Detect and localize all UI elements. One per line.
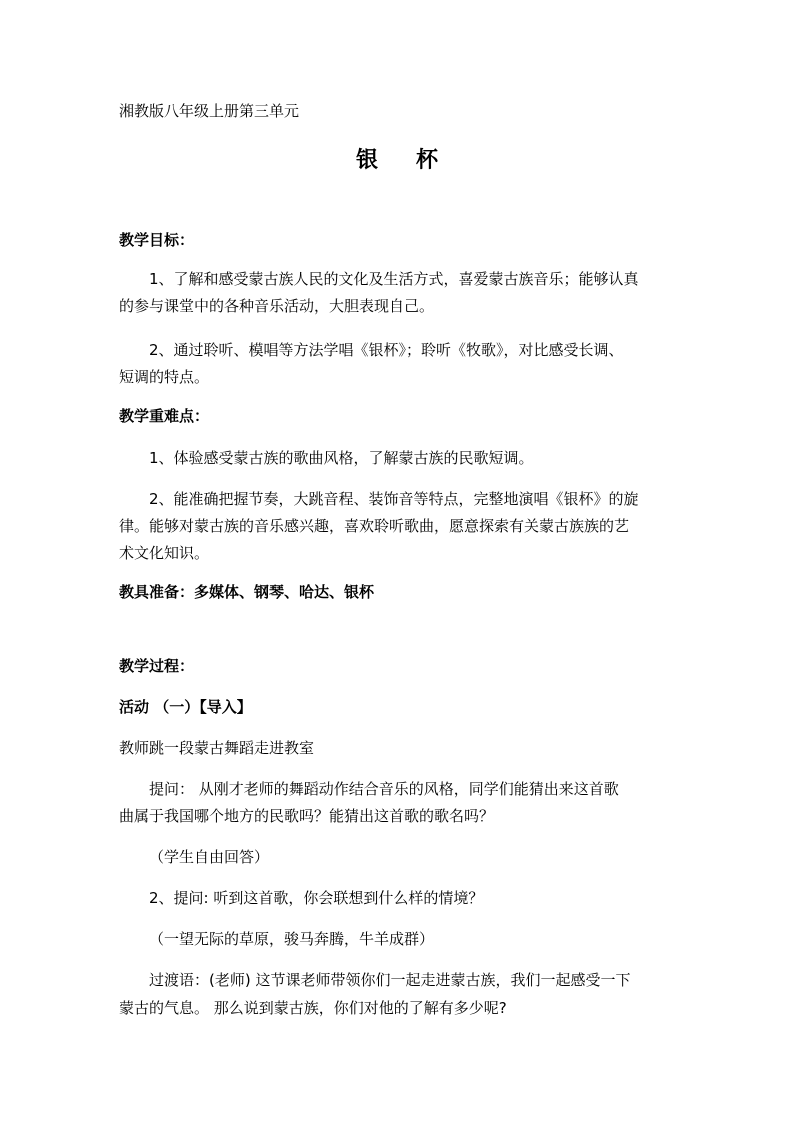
- lesson-title: [0, 146, 794, 176]
- activity-1-heading: 活动 （一）【导入】: [119, 698, 252, 716]
- question-1-line-1: 提问： 从刚才老师的舞蹈动作结合音乐的风格，同学们能猜出来这首歌: [149, 780, 619, 798]
- title-char-2: 杯: [416, 148, 439, 173]
- key-point-2-line-2: 律。能够对蒙古族的音乐感兴趣，喜欢聆听歌曲，愿意探索有关蒙古族族的艺: [119, 517, 630, 535]
- transition-line-1: 过渡语：(老师) 这节课老师带领你们一起走进蒙古族，我们一起感受一下: [149, 971, 631, 989]
- question-1-line-2: 曲属于我国哪个地方的民歌吗？能猜出这首歌的歌名吗？: [119, 807, 495, 825]
- title-char-1: 银: [355, 148, 378, 173]
- intro-line: 教师跳一段蒙古舞蹈走进教室: [119, 739, 315, 757]
- key-points-heading: 教学重难点：: [119, 407, 210, 425]
- materials-line: 教具准备：多媒体、钢琴、哈达、银杯: [119, 583, 375, 601]
- key-point-2-line-3: 术文化知识。: [119, 544, 210, 562]
- key-point-1: 1、体验感受蒙古族的歌曲风格，了解蒙古族的民歌短调。: [149, 449, 534, 467]
- objective-1-line-2: 的参与课堂中的各种音乐活动，大胆表现自己。: [119, 297, 435, 315]
- objective-2-line-1: 2、通过聆听、模唱等方法学唱《银杯》；聆听《牧歌》，对比感受长调、: [149, 341, 624, 359]
- objectives-heading: 教学目标：: [119, 231, 195, 249]
- question-2: 2、提问: 听到这首歌，你会联想到什么样的情境？: [149, 889, 484, 907]
- process-heading: 教学过程：: [119, 657, 195, 675]
- transition-line-2: 蒙古的气息。 那么说到蒙古族，你们对他的了解有多少呢?: [119, 999, 507, 1017]
- objective-2-line-2: 短调的特点。: [119, 368, 210, 386]
- answer-1: （学生自由回答）: [149, 848, 270, 866]
- unit-header: 湘教版八年级上册第三单元: [119, 102, 300, 120]
- objective-1-line-1: 1、了解和感受蒙古族人民的文化及生活方式，喜爱蒙古族音乐；能够认真: [149, 270, 639, 288]
- answer-2: （一望无际的草原，骏马奔腾，牛羊成群）: [149, 930, 435, 948]
- key-point-2-line-1: 2、能准确把握节奏，大跳音程、装饰音等特点，完整地演唱《银杯》的旋: [149, 490, 639, 508]
